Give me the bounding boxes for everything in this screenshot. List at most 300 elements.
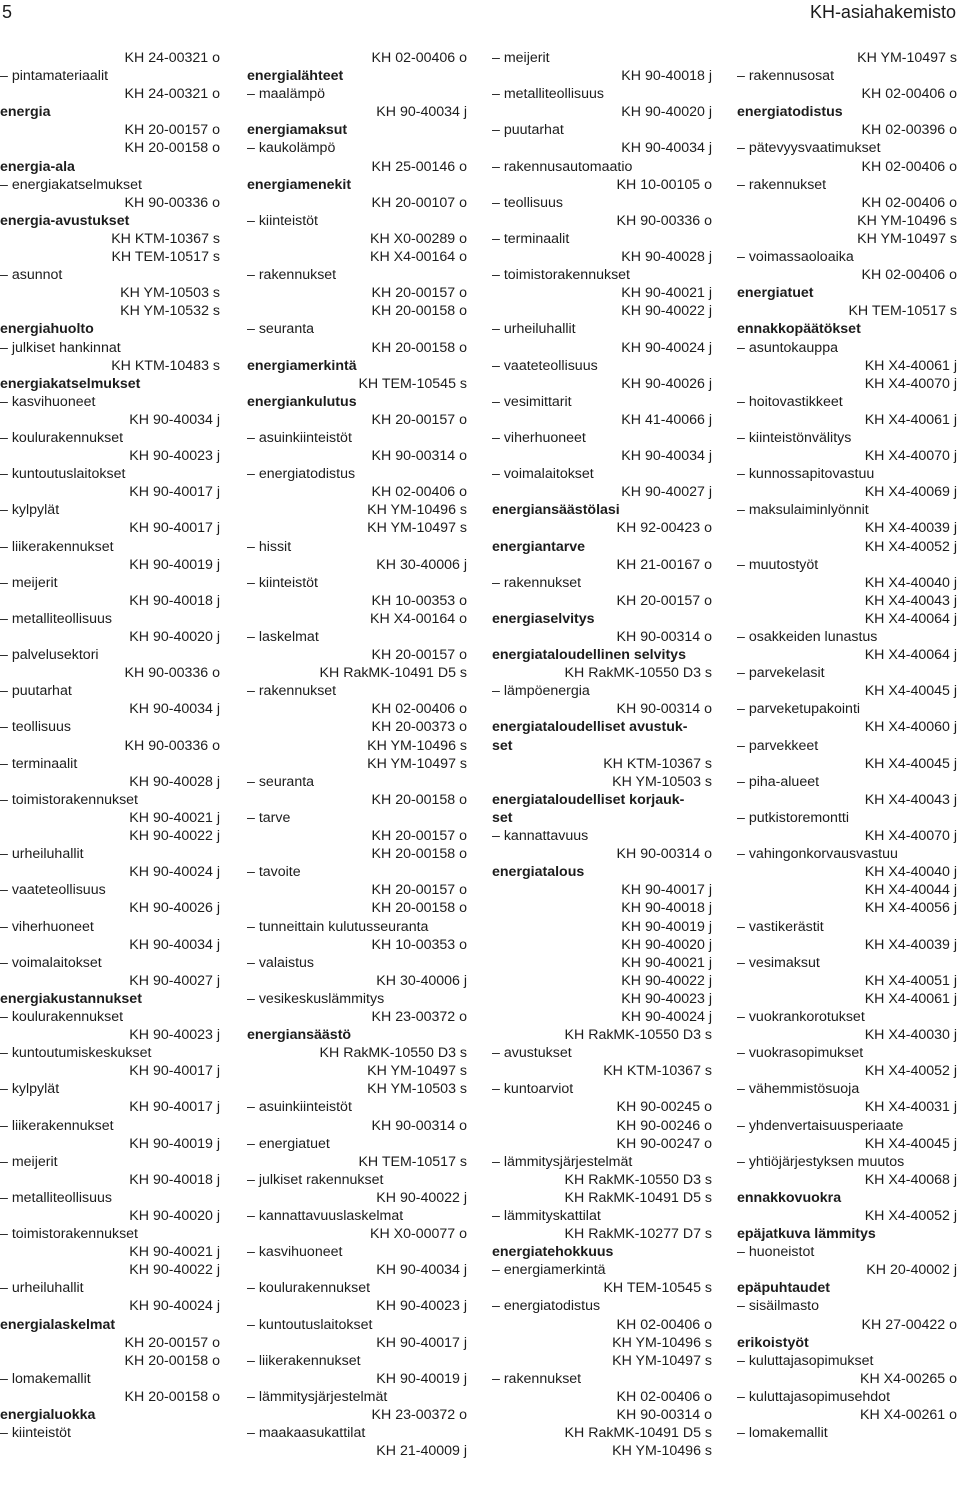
index-reference: KH X0-00077 o [369, 1226, 467, 1243]
index-heading: energialähteet [247, 68, 344, 85]
index-reference: KH X4-40069 j [864, 484, 957, 501]
index-reference: KH 90-40034 j [376, 104, 467, 121]
index-reference: KH RakMK-10491 D5 s [564, 1425, 712, 1442]
index-reference: KH 10-00353 o [371, 592, 467, 609]
index-subentry: – energiamerkintä [492, 1262, 606, 1279]
index-heading: epäjatkuva lämmitys [737, 1226, 876, 1243]
index-reference: KH 90-40026 j [129, 900, 220, 917]
index-reference: KH X4-40052 j [864, 538, 957, 555]
index-reference: KH 90-40022 j [129, 1262, 220, 1279]
index-subentry: – vesikeskuslämmitys [247, 990, 385, 1007]
index-reference: KH 41-40066 j [621, 411, 712, 428]
index-subentry: – toimistorakennukset [0, 791, 139, 808]
index-reference: KH 10-00105 o [616, 176, 712, 193]
page-header [0, 0, 960, 40]
index-reference: KH 90-00314 o [371, 448, 467, 465]
index-subentry: – vesimittarit [492, 393, 572, 410]
index-heading: energiankulutus [247, 393, 357, 410]
index-heading: ennakkovuokra [737, 1189, 842, 1206]
index-reference: KH X4-40060 j [864, 719, 957, 736]
index-reference: KH 90-40024 j [621, 1008, 712, 1025]
index-reference: KH 90-00314 o [616, 701, 712, 718]
index-reference: KH YM-10497 s [857, 50, 957, 66]
index-reference: KH 24-00321 o [124, 86, 220, 103]
index-subentry: – energiatuet [247, 1135, 330, 1152]
index-subentry: – muutostyöt [737, 556, 819, 573]
index-reference: KH 90-40023 j [376, 1298, 467, 1315]
index-subentry: – avustukset [492, 1045, 572, 1062]
index-reference: KH 20-00158 o [371, 339, 467, 356]
index-subentry: – tarve [247, 809, 291, 826]
index-reference: KH 27-00422 o [861, 1316, 957, 1333]
index-reference: KH YM-10503 s [120, 285, 220, 302]
index-subentry: – vastikerästit [737, 918, 824, 935]
index-reference: KH 90-40020 j [129, 1208, 220, 1224]
index-subentry: – kiinteistöt [247, 212, 318, 229]
index-subentry: – tunneittain kulutusseuranta [247, 918, 429, 935]
index-reference: KH 90-40022 j [621, 303, 712, 320]
index-subentry: – voimalaitokset [492, 466, 594, 483]
index-heading: energialaskelmat [0, 1316, 116, 1333]
index-column-1 [0, 49, 220, 1442]
index-reference: KH 90-40021 j [621, 954, 712, 971]
index-reference: KH 02-00406 o [616, 1388, 712, 1405]
index-reference: KH 90-40019 j [129, 556, 220, 573]
index-subentry: – kaukolämpö [247, 140, 336, 157]
index-subentry: – laskelmat [247, 629, 319, 645]
index-subentry: – energiatodistus [492, 1298, 601, 1315]
index-reference: KH KTM-10367 s [603, 755, 712, 772]
index-reference: KH 20-00158 o [124, 1352, 220, 1369]
index-reference: KH X4-40056 j [864, 900, 957, 917]
index-subentry: – meijerit [0, 574, 58, 591]
index-reference: KH 20-00157 o [371, 882, 467, 899]
index-reference: KH 90-40023 j [129, 1027, 220, 1044]
index-subentry: – parveketupakointi [737, 701, 861, 718]
index-reference: KH 20-00158 o [371, 791, 467, 808]
index-heading: energiakatselmukset [0, 375, 141, 392]
index-reference: KH 90-40034 j [621, 448, 712, 465]
index-heading: energiantarve [492, 538, 586, 555]
index-subentry: – urheiluhallit [0, 1280, 84, 1297]
index-reference: KH TEM-10545 s [358, 375, 467, 392]
index-reference: KH 30-40006 j [376, 972, 467, 989]
index-reference: KH YM-10496 s [612, 1443, 712, 1460]
index-heading: energialuokka [0, 1407, 96, 1424]
index-reference: KH X4-40064 j [864, 610, 957, 627]
index-reference: KH YM-10503 s [612, 773, 712, 790]
index-reference: KH RakMK-10491 D5 s [564, 1189, 712, 1206]
index-reference: KH 90-40020 j [621, 104, 712, 121]
index-subentry: – vuokrankorotukset [737, 1008, 865, 1025]
index-reference: KH 90-40019 j [376, 1370, 467, 1387]
index-subentry: – vahingonkorvausvastuu [737, 846, 898, 863]
index-reference: KH X4-40031 j [864, 1099, 957, 1116]
index-subentry: – maksulaiminlyönnit [737, 502, 869, 519]
index-subentry: – julkiset hankinnat [0, 339, 121, 356]
index-reference: KH 02-00406 o [861, 158, 957, 175]
index-reference: KH 90-40028 j [621, 249, 712, 266]
index-subentry: – energiatodistus [247, 466, 356, 483]
index-reference: KH 20-00158 o [371, 846, 467, 863]
index-reference: KH YM-10496 s [857, 212, 957, 229]
index-subentry: – valaistus [247, 954, 315, 971]
index-reference: KH YM-10532 s [120, 303, 220, 320]
index-reference: KH RakMK-10550 D3 s [319, 1045, 467, 1062]
index-reference: KH YM-10496 s [367, 502, 467, 519]
index-subentry: – yhtiöjärjestyksen muutos [737, 1153, 905, 1170]
index-subentry: – toimistorakennukset [492, 267, 631, 284]
index-reference: KH 20-00157 o [371, 411, 467, 428]
index-reference: KH 92-00423 o [616, 520, 712, 537]
index-reference: KH YM-10496 s [367, 737, 467, 754]
index-reference: KH X4-40051 j [864, 972, 957, 989]
index-reference: KH X4-40040 j [864, 864, 957, 881]
index-subentry: – kasvihuoneet [247, 1244, 343, 1261]
index-subentry: – kiinteistönvälitys [737, 429, 852, 446]
index-reference: KH 90-40022 j [129, 828, 220, 845]
index-reference: KH TEM-10545 s [603, 1280, 712, 1297]
index-subentry: – osakkeiden lunastus [737, 629, 878, 645]
index-subentry: – viherhuoneet [0, 918, 94, 935]
index-reference: KH 90-40018 j [129, 592, 220, 609]
index-reference: KH 90-40022 j [376, 1189, 467, 1206]
index-reference: KH 90-40017 j [129, 520, 220, 537]
index-reference: KH KTM-10367 s [111, 230, 220, 247]
index-reference: KH 02-00406 o [861, 267, 957, 284]
page-title: KH-asiahakemisto [809, 2, 956, 22]
index-reference: KH 90-40027 j [621, 484, 712, 501]
index-subentry: – lämmitysjärjestelmät [247, 1388, 388, 1405]
index-subentry: – lämmityskattilat [492, 1208, 601, 1224]
index-subentry: – toimistorakennukset [0, 1226, 139, 1243]
index-subentry: – kylpylät [0, 502, 60, 519]
index-reference: KH RakMK-10491 D5 s [319, 665, 467, 682]
index-subentry: – kuluttajasopimusehdot [737, 1388, 891, 1405]
index-subentry: – asunnot [0, 267, 63, 284]
index-reference: KH 02-00406 o [371, 484, 467, 501]
index-reference: KH X4-40061 j [864, 990, 957, 1007]
index-subentry: – kasvihuoneet [0, 393, 96, 410]
index-heading: energia-avustukset [0, 212, 130, 229]
index-reference: KH 90-00314 o [616, 629, 712, 645]
index-heading: set [492, 737, 513, 754]
index-reference: KH 90-40034 j [129, 411, 220, 428]
index-reference: KH 90-40027 j [129, 972, 220, 989]
index-reference: KH TEM-10517 s [358, 1153, 467, 1170]
index-subentry: – metalliteollisuus [0, 610, 112, 627]
index-subentry: – liikerakennukset [0, 1117, 114, 1134]
index-subentry: – hissit [247, 538, 292, 555]
index-reference: KH X4-40070 j [864, 828, 957, 845]
index-heading: energiamerkintä [247, 357, 357, 374]
index-reference: KH 90-00314 o [616, 846, 712, 863]
index-reference: KH X4-00265 o [859, 1370, 957, 1387]
index-reference: KH 90-40023 j [621, 990, 712, 1007]
index-subentry: – vuokrasopimukset [737, 1045, 864, 1062]
index-subentry: – asuinkiinteistöt [247, 429, 352, 446]
index-reference: KH X4-40070 j [864, 375, 957, 392]
index-heading: energiamaksut [247, 122, 348, 139]
index-reference: KH 02-00406 o [371, 701, 467, 718]
index-reference: KH YM-10496 s [612, 1334, 712, 1351]
index-reference: KH 90-40020 j [129, 629, 220, 645]
index-reference: KH 90-40017 j [129, 1099, 220, 1116]
index-subentry: – piha-alueet [737, 773, 820, 790]
index-reference: KH X4-40039 j [864, 936, 957, 953]
index-reference: KH 90-40020 j [621, 936, 712, 953]
index-reference: KH 90-00245 o [616, 1099, 712, 1116]
index-subentry: – kuluttajasopimukset [737, 1352, 874, 1369]
index-reference: KH 20-00157 o [616, 592, 712, 609]
index-reference: KH X4-00261 o [859, 1407, 957, 1424]
index-heading: energiansäästölasi [492, 502, 620, 519]
index-heading: energiatuet [737, 285, 814, 302]
index-subentry: – parvekelasit [737, 665, 825, 682]
index-subentry: – lämpöenergia [492, 683, 590, 700]
index-reference: KH X4-40044 j [864, 882, 957, 899]
index-reference: KH 10-00353 o [371, 936, 467, 953]
index-reference: KH RakMK-10550 D3 s [564, 665, 712, 682]
index-subentry: – parvekkeet [737, 737, 819, 754]
index-heading: epäpuhtaudet [737, 1280, 831, 1297]
index-heading: energiahuolto [0, 321, 94, 338]
index-heading: set [492, 809, 513, 826]
index-subentry: – kunnossapitovastuu [737, 466, 875, 483]
index-reference: KH 90-40017 j [129, 1063, 220, 1080]
index-subentry: – meijerit [0, 1153, 58, 1170]
index-heading: energiataloudelliset avustuk- [492, 719, 688, 736]
index-subentry: – maalämpö [247, 86, 326, 103]
index-subentry: – rakennukset [247, 267, 337, 284]
index-subentry: – kannattavuuslaskelmat [247, 1208, 404, 1224]
index-reference: KH X4-40040 j [864, 574, 957, 591]
index-subentry: – energiakatselmukset [0, 176, 142, 193]
index-reference: KH 90-00336 o [124, 737, 220, 754]
index-reference: KH 90-40018 j [621, 68, 712, 85]
index-reference: KH 90-00247 o [616, 1135, 712, 1152]
index-subentry: – koulurakennukset [0, 429, 124, 446]
index-reference: KH X4-40061 j [864, 357, 957, 374]
index-subentry: – viherhuoneet [492, 429, 586, 446]
index-reference: KH 21-40009 j [376, 1443, 467, 1460]
index-heading: energiatehokkuus [492, 1244, 614, 1261]
index-subentry: – rakennukset [492, 574, 582, 591]
index-reference: KH X4-00164 o [369, 249, 467, 266]
index-reference: KH 20-00157 o [371, 285, 467, 302]
index-subentry: – metalliteollisuus [0, 1189, 112, 1206]
index-reference: KH X4-40045 j [864, 683, 957, 700]
index-subentry: – asuinkiinteistöt [247, 1099, 352, 1116]
index-subentry: – rakennusautomaatio [492, 158, 633, 175]
index-reference: KH 90-40021 j [621, 285, 712, 302]
index-subentry: – koulurakennukset [247, 1280, 371, 1297]
index-heading: energiataloudelliset korjauk- [492, 791, 685, 808]
index-reference: KH YM-10497 s [367, 755, 467, 772]
index-reference: KH X4-40052 j [864, 1208, 957, 1224]
index-reference: KH 90-40024 j [621, 339, 712, 356]
index-reference: KH X4-40045 j [864, 1135, 957, 1152]
page-number: 5 [2, 2, 13, 22]
index-subentry: – meijerit [492, 50, 550, 66]
index-heading: ennakkopäätökset [737, 321, 861, 338]
index-reference: KH 20-00107 o [371, 194, 467, 211]
index-reference: KH 20-00158 o [124, 1388, 220, 1405]
index-reference: KH X4-40070 j [864, 448, 957, 465]
index-heading: energiatodistus [737, 104, 843, 121]
index-reference: KH X4-40043 j [864, 791, 957, 808]
index-reference: KH 90-00246 o [616, 1117, 712, 1134]
index-reference: KH 20-00157 o [371, 828, 467, 845]
index-reference: KH 90-40019 j [129, 1135, 220, 1152]
index-subentry: – puutarhat [492, 122, 564, 139]
index-reference: KH 24-00321 o [124, 50, 220, 66]
index-reference: KH X4-40061 j [864, 411, 957, 428]
index-subentry: – rakennusosat [737, 68, 835, 85]
index-subentry: – seuranta [247, 773, 315, 790]
index-heading: energiansäästö [247, 1027, 352, 1044]
index-heading: energiakustannukset [0, 990, 142, 1007]
index-reference: KH TEM-10517 s [111, 249, 220, 266]
index-reference: KH RakMK-10277 D7 s [564, 1226, 712, 1243]
index-subentry: – vaateteollisuus [492, 357, 598, 374]
index-reference: KH 90-40023 j [129, 448, 220, 465]
index-subentry: – asuntokauppa [737, 339, 838, 356]
index-subentry: – vaateteollisuus [0, 882, 106, 899]
index-subentry: – metalliteollisuus [492, 86, 604, 103]
index-subentry: – kuntoarviot [492, 1081, 574, 1098]
index-subentry: – kannattavuus [492, 828, 589, 845]
index-reference: KH 20-00157 o [124, 122, 220, 139]
index-subentry: – hoitovastikkeet [737, 393, 843, 410]
index-reference: KH X4-00164 o [369, 610, 467, 627]
index-subentry: – rakennukset [247, 683, 337, 700]
index-reference: KH 90-40019 j [621, 918, 712, 935]
index-reference: KH 90-00336 o [616, 212, 712, 229]
index-reference: KH 90-40018 j [621, 900, 712, 917]
index-reference: KH KTM-10483 s [111, 357, 220, 374]
index-reference: KH X4-40045 j [864, 755, 957, 772]
index-column-2 [247, 49, 467, 1460]
index-subentry: – urheiluhallit [492, 321, 576, 338]
index-column-3 [492, 49, 712, 1460]
index-reference: KH 90-40022 j [621, 972, 712, 989]
index-subentry: – pätevyysvaatimukset [737, 140, 881, 157]
index-subentry: – maakaasukattilat [247, 1425, 366, 1442]
index-subentry: – terminaalit [492, 230, 570, 247]
index-reference: KH 90-40017 j [376, 1334, 467, 1351]
index-reference: KH YM-10503 s [367, 1081, 467, 1098]
index-reference: KH RakMK-10550 D3 s [564, 1171, 712, 1188]
index-subentry: – urheiluhallit [0, 846, 84, 863]
index-subentry: – koulurakennukset [0, 1008, 124, 1025]
index-subentry: – puutarhat [0, 683, 72, 700]
index-reference: KH 90-00336 o [124, 665, 220, 682]
index-reference: KH TEM-10517 s [848, 303, 957, 320]
index-reference: KH 20-40002 j [866, 1262, 957, 1279]
index-reference: KH 90-40017 j [621, 882, 712, 899]
index-reference: KH X0-00289 o [369, 230, 467, 247]
index-subentry: – huoneistot [737, 1244, 815, 1261]
index-subentry: – lomakemallit [737, 1425, 828, 1442]
index-reference: KH 20-00158 o [124, 140, 220, 157]
index-reference: KH 21-00167 o [616, 556, 712, 573]
index-subentry: – sisäilmasto [737, 1298, 820, 1315]
index-subentry: – kiinteistöt [247, 574, 318, 591]
index-reference: KH 02-00406 o [371, 50, 467, 66]
index-reference: KH KTM-10367 s [603, 1063, 712, 1080]
index-subentry: – kuntoutuslaitokset [0, 466, 126, 483]
index-reference: KH 90-40028 j [129, 773, 220, 790]
index-reference: KH X4-40043 j [864, 592, 957, 609]
index-heading: energiatalous [492, 864, 585, 881]
index-subentry: – kuntoutuslaitokset [247, 1316, 373, 1333]
index-heading: energiataloudellinen selvitys [492, 647, 686, 664]
index-subentry: – voimassaoloaika [737, 249, 854, 266]
index-heading: energiaselvitys [492, 610, 595, 627]
index-reference: KH X4-40052 j [864, 1063, 957, 1080]
index-subentry: – voimalaitokset [0, 954, 102, 971]
index-reference: KH 20-00157 o [124, 1334, 220, 1351]
index-reference: KH 90-00336 o [124, 194, 220, 211]
index-subentry: – vesimaksut [737, 954, 820, 971]
index-column-4 [737, 49, 957, 1442]
index-reference: KH X4-40064 j [864, 647, 957, 664]
index-subentry: – kuntoutumiskeskukset [0, 1045, 152, 1062]
index-reference: KH 90-40024 j [129, 1298, 220, 1315]
index-reference: KH YM-10497 s [367, 520, 467, 537]
index-reference: KH 90-40026 j [621, 375, 712, 392]
index-reference: KH 90-40034 j [129, 936, 220, 953]
index-reference: KH 20-00373 o [371, 719, 467, 736]
index-subentry: – terminaalit [0, 755, 78, 772]
index-reference: KH 30-40006 j [376, 556, 467, 573]
index-subentry: – palvelusektori [0, 647, 99, 664]
index-subentry: – julkiset rakennukset [247, 1171, 384, 1188]
index-reference: KH 90-40034 j [621, 140, 712, 157]
index-subentry: – lomakemallit [0, 1370, 91, 1387]
index-reference: KH 90-40021 j [129, 809, 220, 826]
index-subentry: – kiinteistöt [0, 1425, 71, 1442]
index-reference: KH 23-00372 o [371, 1407, 467, 1424]
index-reference: KH X4-40039 j [864, 520, 957, 537]
index-reference: KH 90-00314 o [371, 1117, 467, 1134]
index-subentry: – rakennukset [737, 176, 827, 193]
index-reference: KH 02-00406 o [861, 194, 957, 211]
index-reference: KH 20-00158 o [371, 303, 467, 320]
index-reference: KH YM-10497 s [857, 230, 957, 247]
index-reference: KH 20-00157 o [371, 647, 467, 664]
index-subentry: – yhdenvertaisuusperiaate [737, 1117, 904, 1134]
index-reference: KH 02-00406 o [616, 1316, 712, 1333]
index-reference: KH 20-00158 o [371, 900, 467, 917]
index-reference: KH 23-00372 o [371, 1008, 467, 1025]
index-heading: energiamenekit [247, 176, 352, 193]
index-reference: KH YM-10497 s [612, 1352, 712, 1369]
index-heading: energia [0, 104, 51, 121]
index-subentry: – putkistoremontti [737, 809, 849, 826]
index-reference: KH 02-00406 o [861, 86, 957, 103]
index-reference: KH RakMK-10550 D3 s [564, 1027, 712, 1044]
index-reference: KH X4-40068 j [864, 1171, 957, 1188]
index-reference: KH 90-40024 j [129, 864, 220, 881]
index-reference: KH 90-40017 j [129, 484, 220, 501]
index-heading: erikoistyöt [737, 1334, 809, 1351]
index-reference: KH YM-10497 s [367, 1063, 467, 1080]
index-subentry: – teollisuus [0, 719, 71, 736]
index-reference: KH 02-00396 o [861, 122, 957, 139]
index-heading: energia-ala [0, 158, 75, 175]
